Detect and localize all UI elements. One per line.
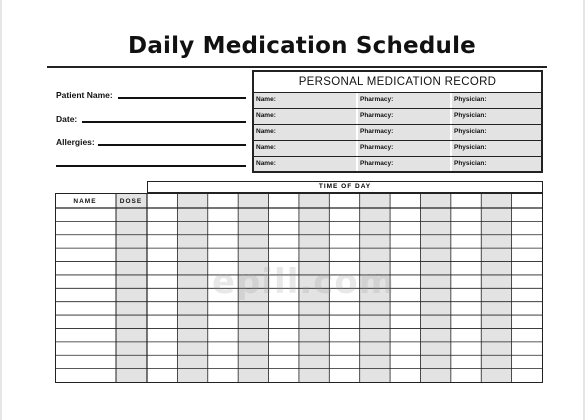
record-pharmacy-field[interactable]: Pharmacy: [358, 125, 450, 140]
record-pharmacy-field[interactable]: Pharmacy: [358, 109, 450, 124]
record-name-field[interactable]: Name: [254, 109, 356, 124]
record-pharmacy-field[interactable]: Pharmacy: [358, 157, 450, 171]
record-title: PERSONAL MEDICATION RECORD [298, 76, 497, 88]
record-name-field[interactable]: Name: [254, 141, 356, 156]
dose-column-header: DOSE [119, 198, 143, 205]
record-pharmacy-field[interactable]: Pharmacy: [358, 141, 450, 156]
patient-name-label: Patient Name: [56, 90, 113, 100]
title-underline [47, 66, 547, 68]
allergies-field[interactable] [98, 144, 246, 146]
record-physician-field[interactable]: Physician: [452, 141, 541, 156]
record-pharmacy-field[interactable]: Pharmacy: [358, 93, 450, 108]
record-name-field[interactable]: Name: [254, 93, 356, 108]
watermark: epill.com [212, 262, 396, 302]
record-physician-field[interactable]: Physician: [452, 93, 541, 108]
record-row [254, 140, 541, 156]
record-row [254, 124, 541, 140]
name-column-header: NAME [73, 198, 97, 205]
record-row [254, 108, 541, 124]
record-row [254, 92, 541, 108]
record-name-field[interactable]: Name: [254, 157, 356, 171]
record-row [254, 156, 541, 171]
record-physician-field[interactable]: Physician: [452, 125, 541, 140]
allergies-field-line-2[interactable] [56, 165, 246, 167]
date-label: Date: [56, 114, 78, 124]
personal-medication-record [252, 70, 543, 173]
patient-name-field[interactable] [118, 97, 246, 99]
page-title: Daily Medication Schedule [128, 33, 476, 59]
record-name-field[interactable]: Name: [254, 125, 356, 140]
time-of-day-header: TIME OF DAY [147, 181, 543, 193]
date-field[interactable] [82, 121, 246, 123]
record-physician-field[interactable]: Physician: [452, 157, 541, 171]
allergies-label: Allergies: [56, 137, 95, 147]
record-physician-field[interactable]: Physician: [452, 109, 541, 124]
